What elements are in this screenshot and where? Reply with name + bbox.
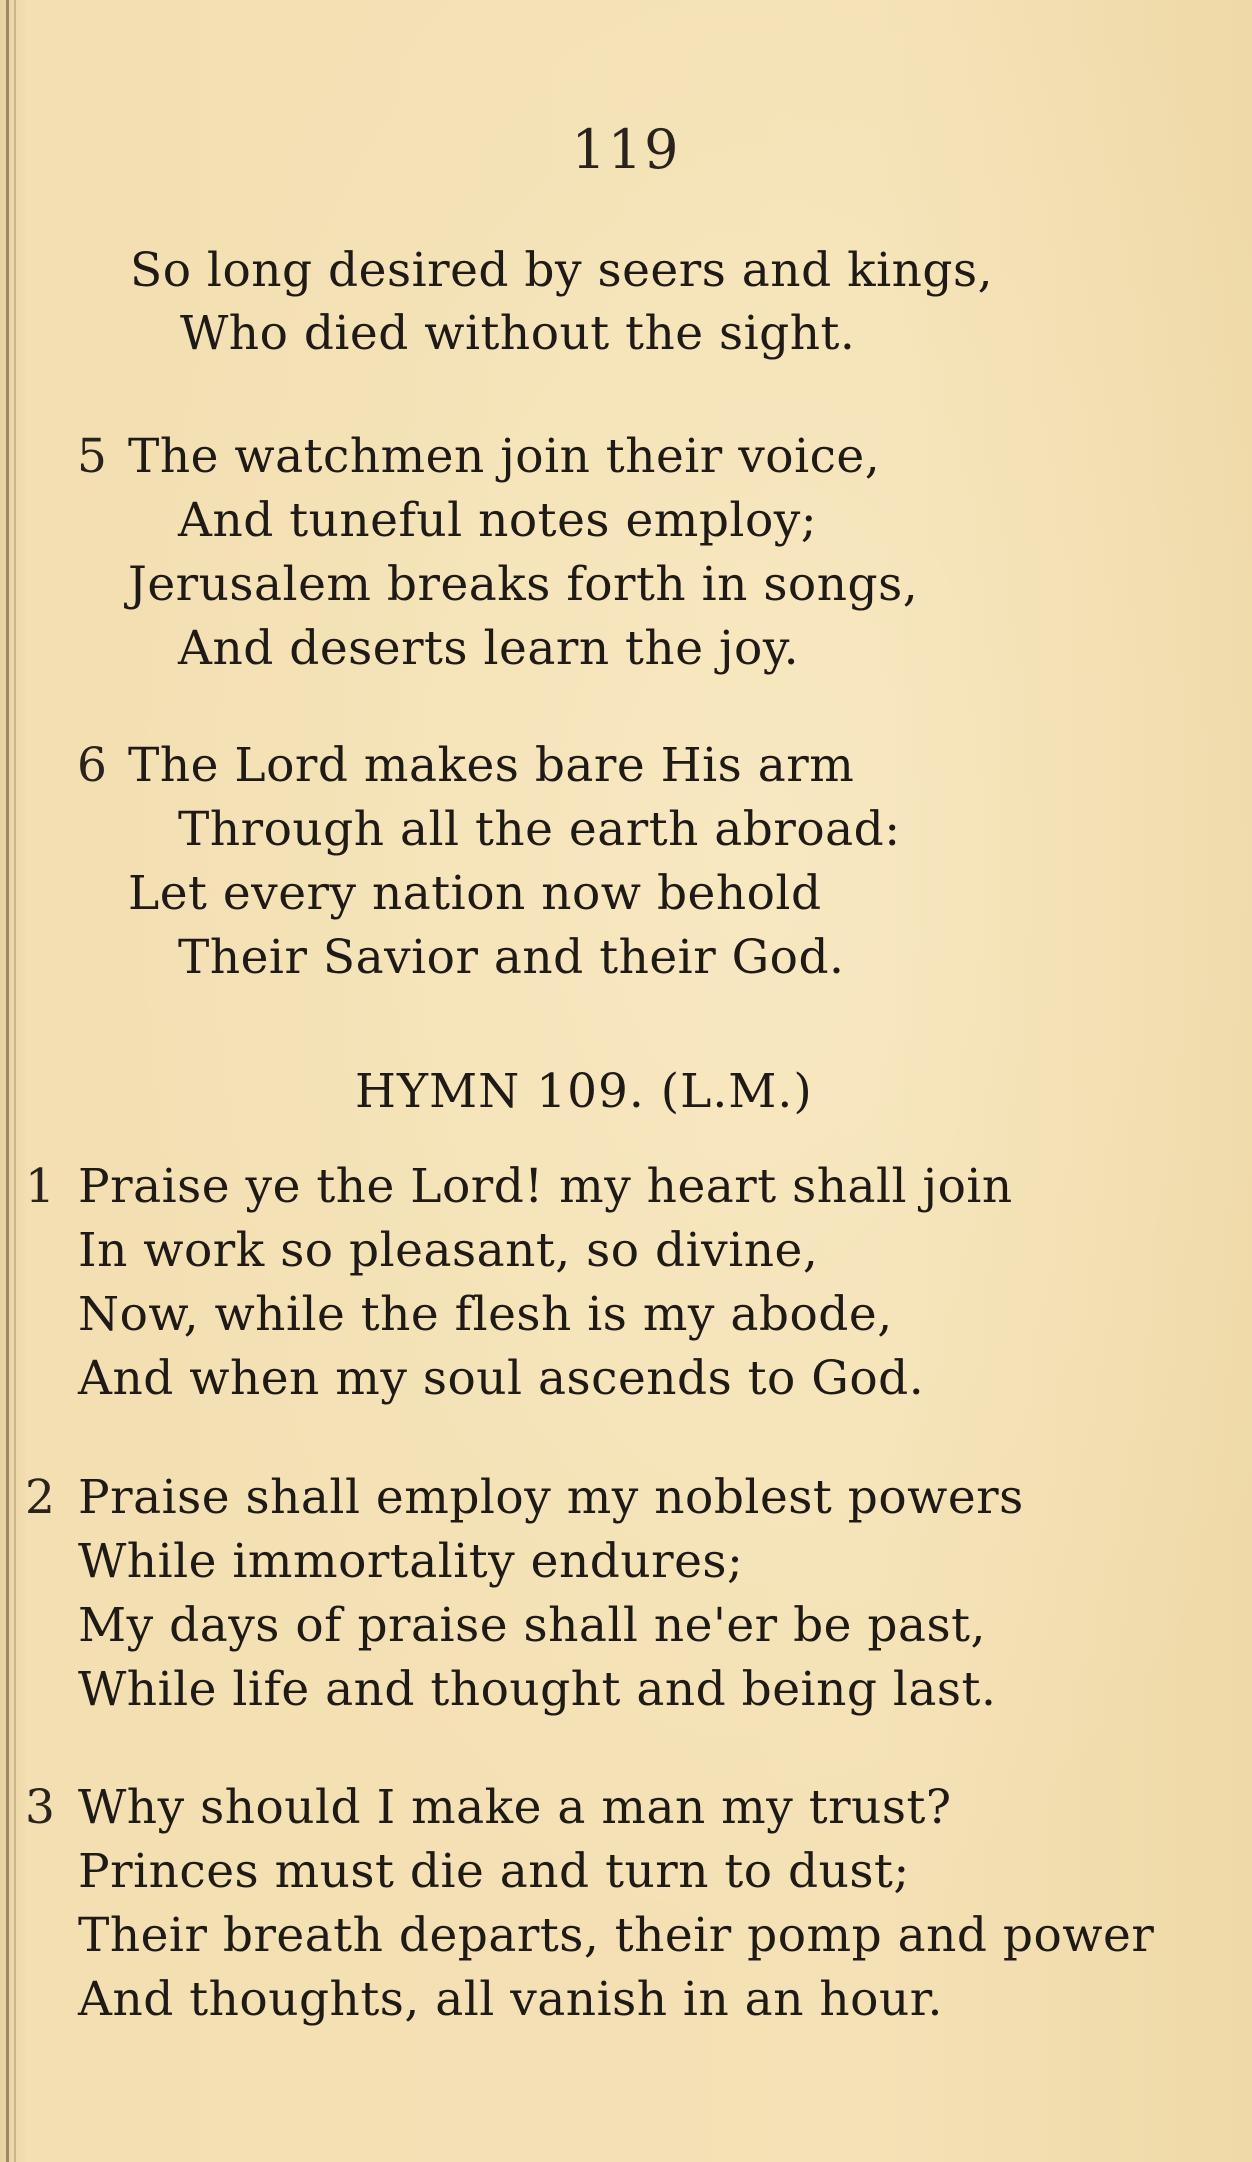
hymn-verse-2-line-3: My days of praise shall ne'er be past, xyxy=(78,1598,986,1653)
hymn-verse-1-line-2: In work so pleasant, so divine, xyxy=(78,1223,819,1278)
page-edge-inner xyxy=(14,0,16,2162)
hymn-verse-2-line-4: While life and thought and being last. xyxy=(78,1662,997,1717)
verse-6-line-2: Through all the earth abroad: xyxy=(178,802,901,857)
verse-number-5: 5 xyxy=(77,429,107,484)
verse-5-line-3: Jerusalem breaks forth in songs, xyxy=(128,557,919,612)
hymn-verse-1-line-3: Now, while the flesh is my abode, xyxy=(78,1287,893,1342)
verse-6-line-4: Their Savior and their God. xyxy=(178,930,845,985)
verse-6-line-3: Let every nation now behold xyxy=(128,866,822,921)
hymn-verse-3-line-2: Princes must die and turn to dust; xyxy=(78,1844,910,1899)
hymn-verse-3-line-4: And thoughts, all vanish in an hour. xyxy=(78,1972,943,2027)
hymn-verse-2-line-2: While immortality endures; xyxy=(78,1534,744,1589)
page-number: 119 xyxy=(571,118,681,181)
hymn-title: HYMN 109. (L.M.) xyxy=(355,1064,813,1119)
hymn-verse-number-2: 2 xyxy=(25,1470,55,1525)
hymn-verse-3-line-3: Their breath departs, their pomp and power xyxy=(78,1908,1155,1963)
verse-5-line-1: The watchmen join their voice, xyxy=(128,429,881,484)
continuation-line-2: Who died without the sight. xyxy=(180,306,856,361)
verse-number-6: 6 xyxy=(77,738,107,793)
verse-6-line-1: The Lord makes bare His arm xyxy=(128,738,855,793)
hymn-verse-number-3: 3 xyxy=(25,1780,55,1835)
hymn-verse-1-line-1: Praise ye the Lord! my heart shall join xyxy=(78,1159,1013,1214)
hymn-verse-1-line-4: And when my soul ascends to God. xyxy=(78,1351,925,1406)
verse-5-line-4: And deserts learn the joy. xyxy=(178,621,800,676)
hymn-verse-3-line-1: Why should I make a man my trust? xyxy=(78,1780,952,1835)
hymn-verse-number-1: 1 xyxy=(25,1159,55,1214)
verse-5-line-2: And tuneful notes employ; xyxy=(178,493,818,548)
hymn-verse-2-line-1: Praise shall employ my noblest powers xyxy=(78,1470,1024,1525)
continuation-line-1: So long desired by seers and kings, xyxy=(130,243,994,298)
page-edge xyxy=(6,0,9,2162)
